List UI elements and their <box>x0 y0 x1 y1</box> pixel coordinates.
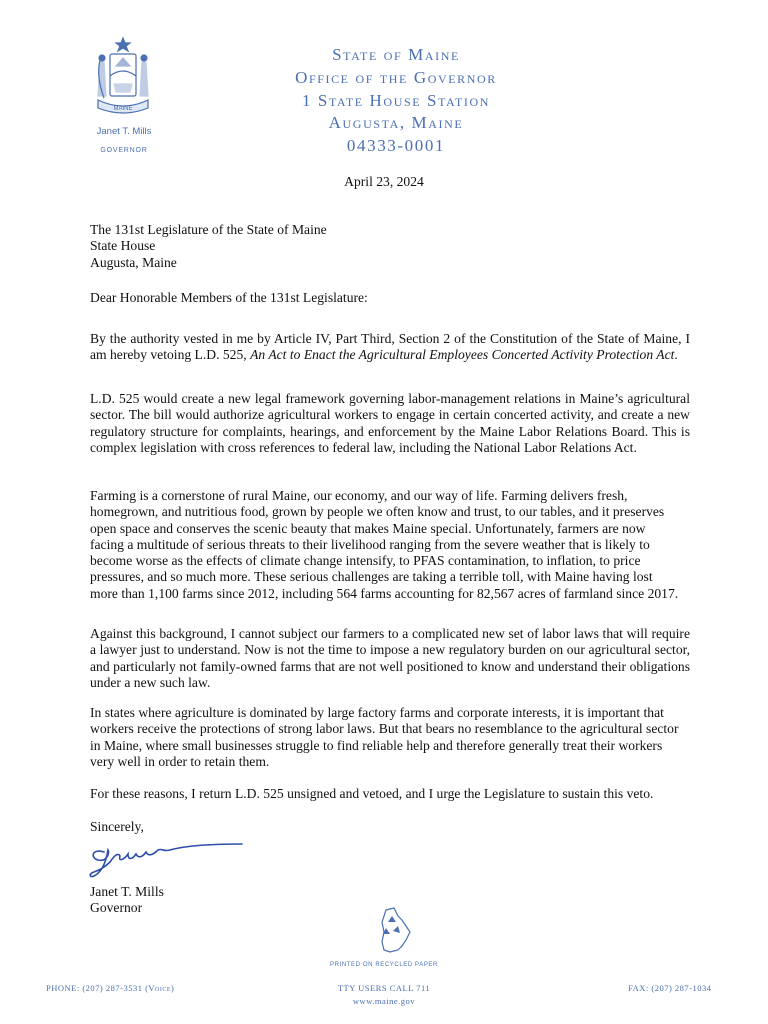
paragraph-line: facing a multitude of serious threats to their livelihood ranging from the severe weather that is likely to <box>90 536 650 552</box>
paragraph-line: In states where agriculture is dominated by large factory farms and corporate interests, it is important that <box>90 705 664 720</box>
footer-phone: PHONE: (207) 287-3531 (Voice) <box>46 983 175 993</box>
paragraph-framework: L.D. 525 would create a new legal framework governing labor-management relations in Maine’s agricultural sector. The bill would authorize agricultural workers to engage in certain concerted activity, and create a new regulatory structure for complaints, hearings, and enforcement by the Maine Labor Relations Board. This is complex legislation with cross references to federal law, including the National Labor Relations Act. <box>90 391 690 455</box>
letterhead-station: 1 State House Station <box>301 90 491 110</box>
paragraph-line: more than 1,100 farms since 2012, including 564 farms accounting for 82,567 acres of farmland since 2017. <box>90 585 679 601</box>
closing: Sincerely, <box>90 819 144 834</box>
governor-title-header: GOVERNOR <box>100 147 148 154</box>
footer-fax: FAX: (207) 287-1034 <box>628 983 712 993</box>
salutation: Dear Honorable Members of the 131st Legislature: <box>90 290 368 305</box>
paragraph-line: in Maine, where small businesses struggle to find reliable help and therefore generally treat their workers <box>90 737 663 753</box>
paragraph-line: Farming is a cornerstone of rural Maine, our economy, and our way of life. Farming delivers fresh, <box>90 488 628 503</box>
letterhead-city: Augusta, Maine <box>328 113 464 133</box>
paragraph-farming <box>90 488 690 602</box>
recipient-address <box>90 222 690 271</box>
authority-text: By the authority vested in me by Article IV, Part Third, Section 2 of the Constitution of the State of Maine, I am hereby vetoing L.D. 525, <box>90 331 690 363</box>
maine-recycle-logo-icon <box>372 906 416 956</box>
paragraph-line: very well in order to retain them. <box>90 753 270 769</box>
paragraph-states <box>90 705 690 770</box>
address-line: State House <box>90 238 156 254</box>
governor-name-header: Janet T. Mills <box>96 126 152 137</box>
paragraph-line: open space and conserves the scenic beauty that makes Maine special. Unfortunately, farmers are now <box>90 520 646 536</box>
address-line: Augusta, Maine <box>90 254 177 270</box>
letterhead-state: State of Maine <box>332 45 460 64</box>
letterhead-office: Office of the Governor <box>295 67 497 87</box>
paragraph-authority <box>90 331 690 364</box>
footer-website: www.maine.gov <box>352 996 416 1006</box>
signature-image <box>88 836 246 880</box>
paragraph-background: Against this background, I cannot subject our farmers to a complicated new set of labor laws that will require a lawyer just to understand. Now is not the time to impose a new regulatory burden on our agricultural sector, and particularly not family-owned farms that are not well positioned to know and understand their obligations under a new such law. <box>90 626 690 690</box>
paragraph-conclusion: For these reasons, I return L.D. 525 unsigned and vetoed, and I urge the Legislature to sustain this veto. <box>90 786 654 801</box>
paragraph-line: homegrown, and nutritious food, grown by people we often know and trust, to our tables, and it preserves <box>90 504 665 520</box>
paragraph-line: become worse as the effects of climate change intensify, to PFAS contamination, to inflation, to price <box>90 553 641 569</box>
signer-name: Janet T. Mills <box>90 884 164 899</box>
recycled-paper-note: PRINTED ON RECYCLED PAPER <box>330 962 438 968</box>
bill-title: An Act to Enact the Agricultural Employees Concerted Activity Protection Act <box>250 347 675 363</box>
letterhead-address <box>272 44 520 158</box>
letterhead-zip: 04333-0001 <box>346 136 446 156</box>
footer-tty: TTY USERS CALL 711 <box>337 983 431 993</box>
paragraph-line: pressures, and so much more. These serious challenges are taking a terrible toll, with Maine having lost <box>90 569 653 585</box>
state-seal-icon <box>94 36 152 122</box>
authority-end: . <box>674 347 678 363</box>
address-line: The 131st Legislature of the State of Maine <box>90 222 327 237</box>
signer-title: Governor <box>90 900 143 916</box>
seal-banner-text: MAINE <box>113 106 133 112</box>
paragraph-line: workers receive the protections of strong labor laws. But that bears no resemblance to the agricultural sector <box>90 721 679 737</box>
letter-date: April 23, 2024 <box>344 174 424 189</box>
